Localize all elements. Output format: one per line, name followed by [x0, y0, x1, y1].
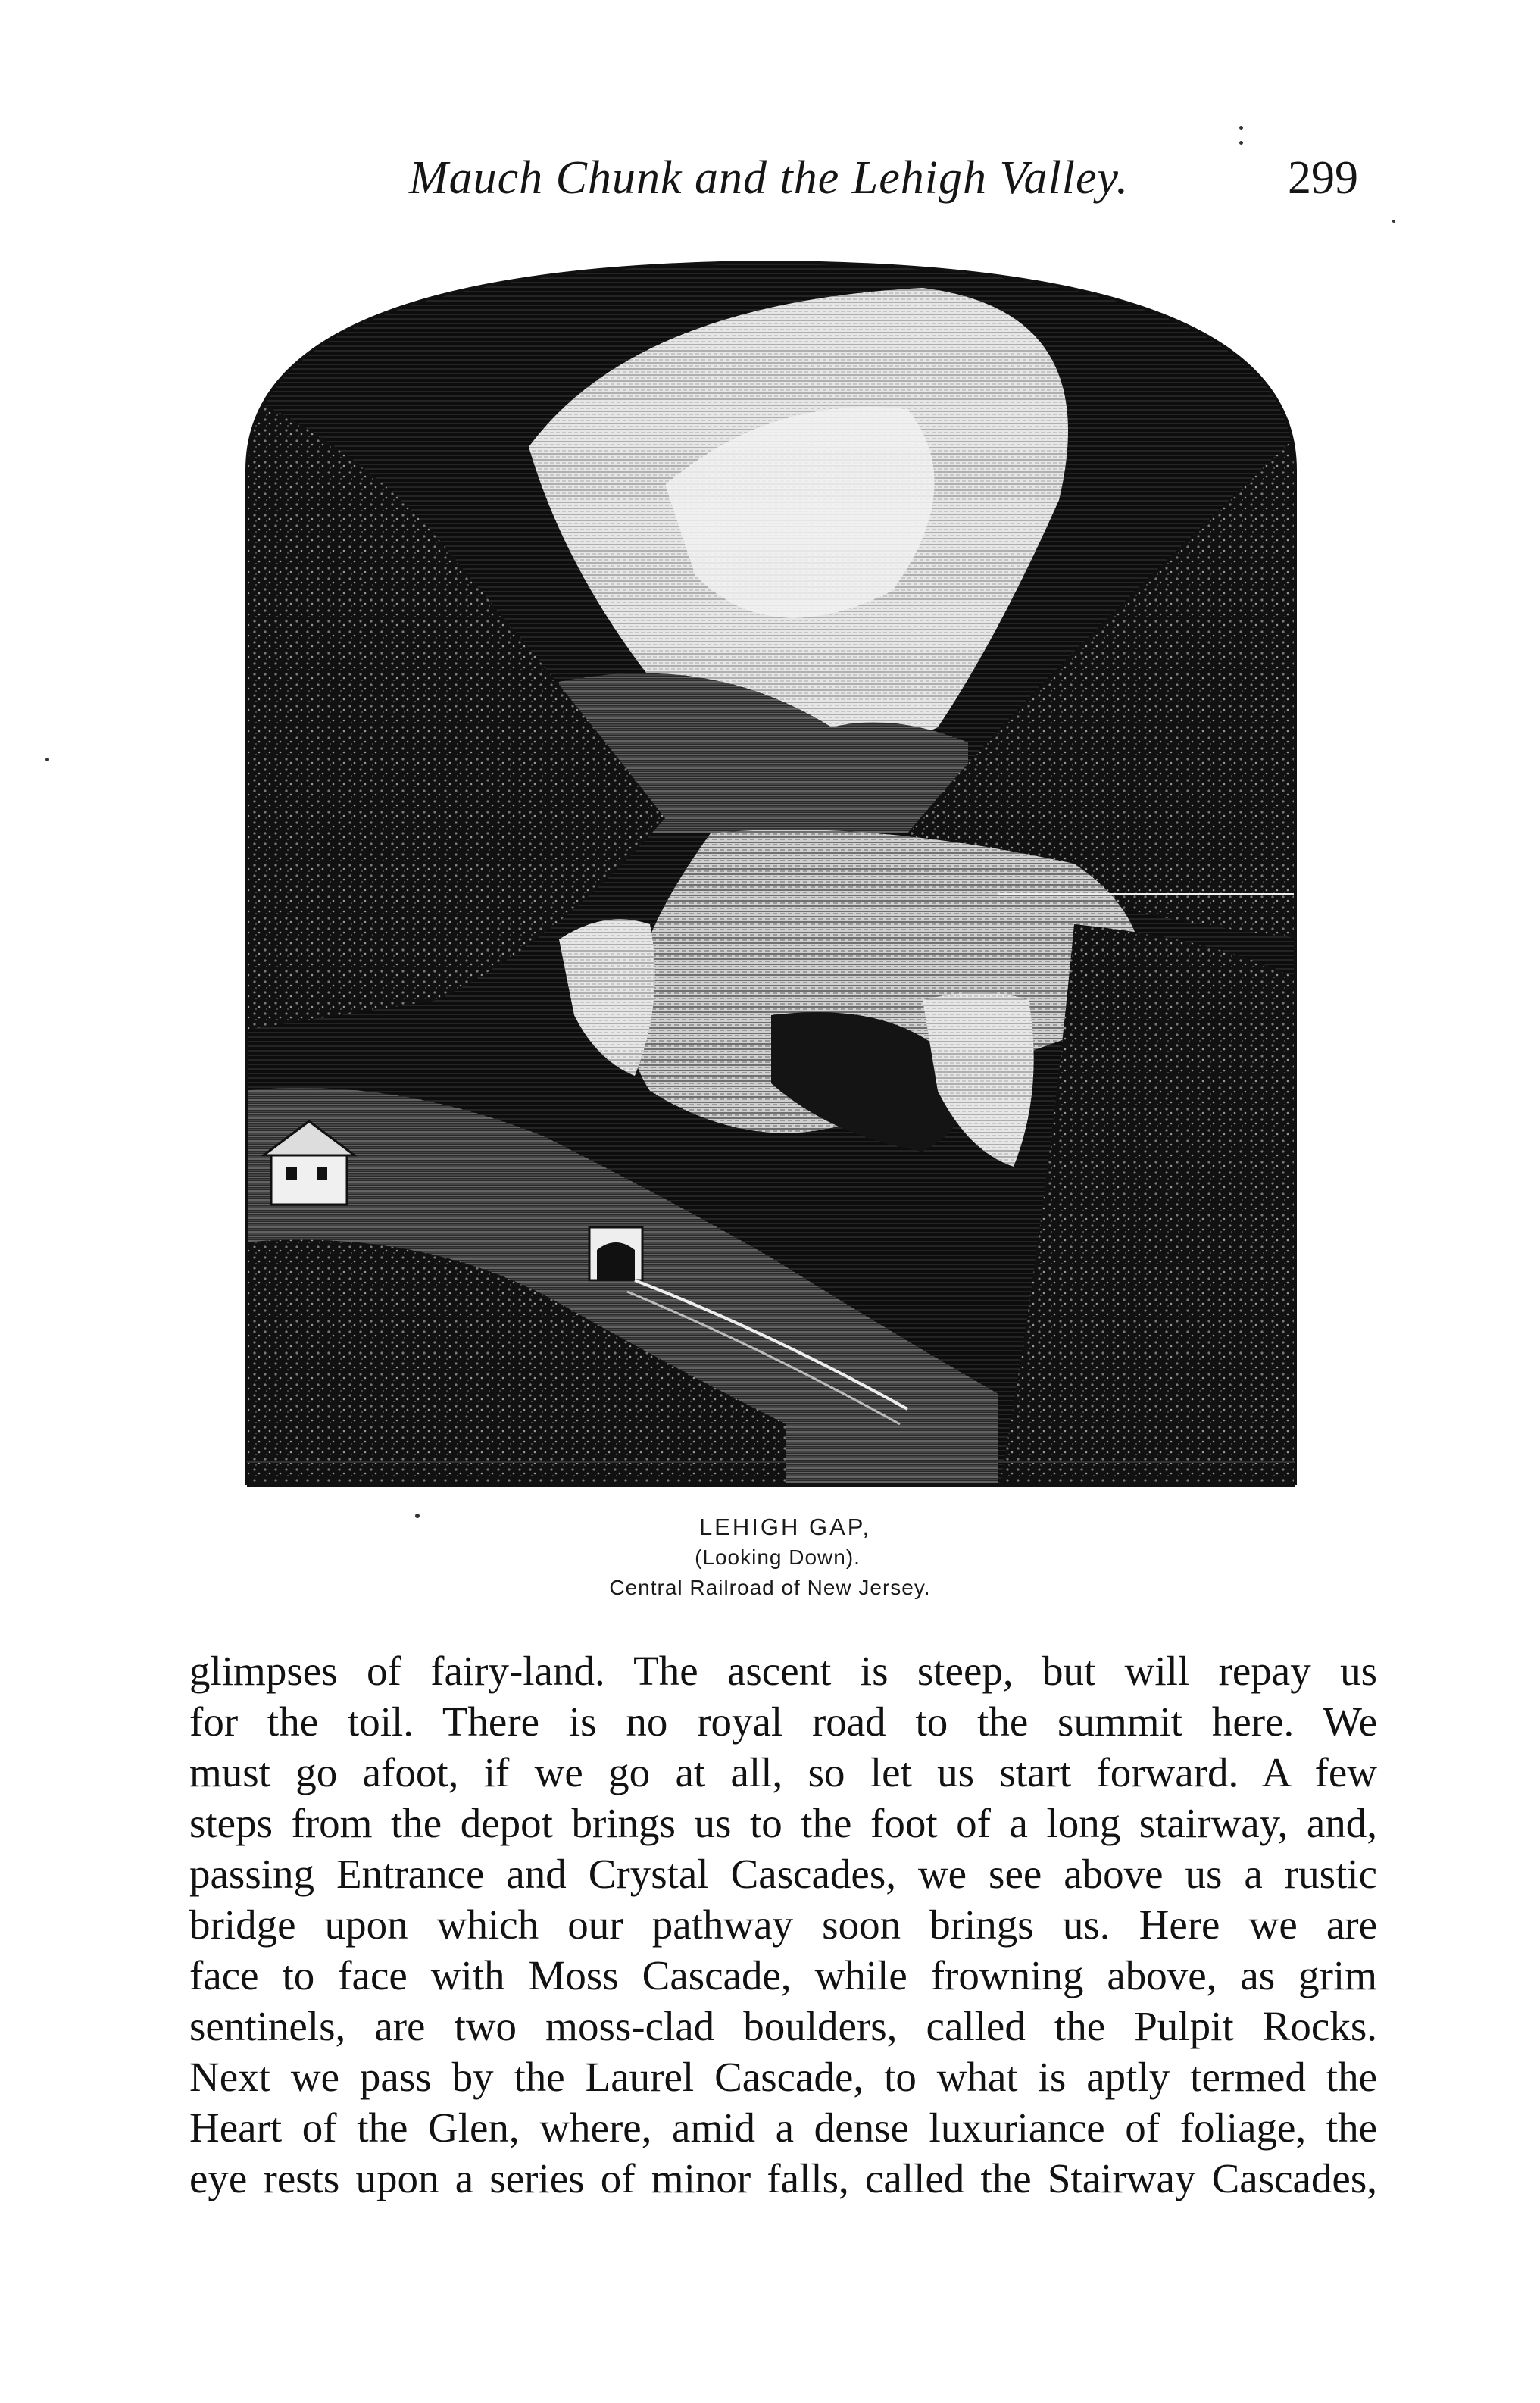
text-line: bridge upon which our pathway soon brings us. Here we are	[189, 1901, 1377, 1948]
text-line: passing Entrance and Crystal Cascades, we see above us a rustic	[189, 1851, 1377, 1897]
text-line: for the toil. There is no royal road to the summit here. We	[189, 1698, 1377, 1745]
body-paragraph	[189, 1645, 1377, 2204]
running-head-title: Mauch Chunk and the Lehigh Valley.	[409, 152, 1129, 204]
print-speck	[1239, 126, 1243, 130]
print-speck	[1239, 141, 1243, 145]
text-line: glimpses of fairy-land. The ascent is steep, but will repay us	[189, 1648, 1377, 1694]
text-line: steps from the depot brings us to the foot of a long stairway, and,	[189, 1800, 1377, 1846]
text-line: eye rests upon a series of minor falls, called the Stairway Cascades,	[189, 2155, 1377, 2201]
figure-caption-title: LEHIGH GAP,	[698, 1514, 872, 1540]
figure-caption-credit: Central Railroad of New Jersey.	[609, 1576, 931, 1599]
print-speck	[45, 758, 49, 761]
text-line: must go afoot, if we go at all, so let us start forward. A few	[189, 1749, 1377, 1795]
lehigh-gap-engraving	[241, 258, 1309, 1492]
text-line: face to face with Moss Cascade, while frowning above, as grim	[189, 1952, 1377, 1998]
text-line: sentinels, are two moss-clad boulders, called the Pulpit Rocks.	[189, 2003, 1377, 2049]
print-speck	[415, 1514, 420, 1518]
text-line: Next we pass by the Laurel Cascade, to what is aptly termed the	[189, 2054, 1377, 2100]
page-number: 299	[1288, 152, 1358, 204]
print-speck	[1392, 220, 1395, 223]
figure-caption-subtitle: (Looking Down).	[695, 1545, 861, 1569]
text-line: Heart of the Glen, where, amid a dense luxuriance of foliage, the	[189, 2105, 1377, 2151]
